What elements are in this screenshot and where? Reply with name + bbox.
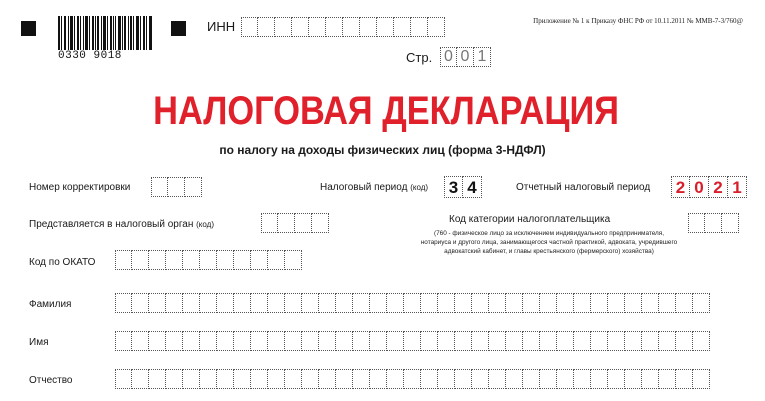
patronymic-cell[interactable] [387, 369, 404, 389]
patronymic-cell[interactable] [608, 369, 625, 389]
first-name-cell[interactable] [642, 331, 659, 351]
first-name-cell[interactable] [336, 331, 353, 351]
tax-authority-cell[interactable] [295, 213, 312, 233]
first-name-cells[interactable] [115, 331, 710, 351]
patronymic-cell[interactable] [472, 369, 489, 389]
tax-period-label-text: Налоговый период [320, 182, 408, 193]
patronymic-label: Отчество [29, 375, 73, 386]
okato-cell[interactable] [200, 250, 217, 270]
tax-authority-label [29, 219, 214, 230]
first-name-cell[interactable] [166, 331, 183, 351]
patronymic-cell[interactable] [166, 369, 183, 389]
patronymic-cell[interactable] [625, 369, 642, 389]
last-name-cell[interactable] [149, 293, 166, 313]
patronymic-cell[interactable] [217, 369, 234, 389]
last-name-cell[interactable] [659, 293, 676, 313]
last-name-cell[interactable] [506, 293, 523, 313]
last-name-cell[interactable] [183, 293, 200, 313]
last-name-cell[interactable] [489, 293, 506, 313]
patronymic-cell[interactable] [438, 369, 455, 389]
first-name-cell[interactable] [659, 331, 676, 351]
first-name-cell[interactable] [438, 331, 455, 351]
last-name-label: Фамилия [29, 299, 72, 310]
inn-cell[interactable] [309, 17, 326, 37]
patronymic-cell[interactable] [234, 369, 251, 389]
taxpayer-category-note-line: адвокатский кабинет, и главы крестьянского (фермерского) хозяйства) [444, 248, 654, 255]
first-name-cell[interactable] [591, 331, 608, 351]
first-name-cell[interactable] [472, 331, 489, 351]
last-name-cell[interactable] [404, 293, 421, 313]
page-digit: 0 [440, 47, 457, 67]
inn-cell[interactable] [377, 17, 394, 37]
first-name-cell[interactable] [149, 331, 166, 351]
last-name-cell[interactable] [387, 293, 404, 313]
barcode [58, 16, 152, 50]
patronymic-cells[interactable] [115, 369, 710, 389]
tax-period-digit[interactable]: 3 [444, 176, 463, 198]
first-name-cell[interactable] [421, 331, 438, 351]
first-name-cell[interactable] [557, 331, 574, 351]
correction-number-cell[interactable] [168, 177, 185, 197]
first-name-label: Имя [29, 337, 49, 348]
patronymic-cell[interactable] [183, 369, 200, 389]
tax-authority-cell[interactable] [312, 213, 329, 233]
last-name-cell[interactable] [302, 293, 319, 313]
tax-authority-code-suffix: (код) [196, 220, 214, 229]
first-name-cell[interactable] [625, 331, 642, 351]
patronymic-cell[interactable] [200, 369, 217, 389]
patronymic-cell[interactable] [353, 369, 370, 389]
tax-authority-cell[interactable] [261, 213, 278, 233]
last-name-cell[interactable] [523, 293, 540, 313]
first-name-cell[interactable] [540, 331, 557, 351]
taxpayer-category-cells[interactable] [688, 213, 739, 233]
last-name-cell[interactable] [285, 293, 302, 313]
last-name-cell[interactable] [115, 293, 132, 313]
last-name-cell[interactable] [200, 293, 217, 313]
patronymic-cell[interactable] [251, 369, 268, 389]
tax-authority-cells[interactable] [261, 213, 329, 233]
inn-cell[interactable] [241, 17, 258, 37]
barcode-number: 0330 9018 [58, 50, 122, 62]
reporting-year-digit[interactable]: 2 [671, 176, 690, 198]
patronymic-cell[interactable] [285, 369, 302, 389]
first-name-cell[interactable] [217, 331, 234, 351]
inn-cell[interactable] [258, 17, 275, 37]
first-name-cell[interactable] [370, 331, 387, 351]
taxpayer-category-cell[interactable] [705, 213, 722, 233]
last-name-cell[interactable] [217, 293, 234, 313]
inn-cell[interactable] [411, 17, 428, 37]
tax-period-cells[interactable] [444, 176, 482, 198]
okato-cell[interactable] [285, 250, 302, 270]
first-name-cell[interactable] [404, 331, 421, 351]
patronymic-cell[interactable] [336, 369, 353, 389]
first-name-cell[interactable] [268, 331, 285, 351]
last-name-cells[interactable] [115, 293, 710, 313]
patronymic-cell[interactable] [659, 369, 676, 389]
inn-cell[interactable] [326, 17, 343, 37]
patronymic-cell[interactable] [591, 369, 608, 389]
patronymic-cell[interactable] [523, 369, 540, 389]
patronymic-cell[interactable] [302, 369, 319, 389]
tax-period-code-suffix: (код) [410, 183, 429, 192]
first-name-cell[interactable] [251, 331, 268, 351]
inn-cell[interactable] [428, 17, 445, 37]
page-digit: 1 [474, 47, 491, 67]
last-name-cell[interactable] [455, 293, 472, 313]
last-name-cell[interactable] [132, 293, 149, 313]
last-name-cell[interactable] [336, 293, 353, 313]
patronymic-cell[interactable] [506, 369, 523, 389]
patronymic-cell[interactable] [132, 369, 149, 389]
last-name-cell[interactable] [251, 293, 268, 313]
page-title: НАЛОГОВАЯ ДЕКЛАРАЦИЯ [153, 89, 619, 133]
first-name-cell[interactable] [200, 331, 217, 351]
reporting-year-digit[interactable]: 1 [728, 176, 747, 198]
last-name-cell[interactable] [625, 293, 642, 313]
last-name-cell[interactable] [319, 293, 336, 313]
inn-cell[interactable] [292, 17, 309, 37]
taxpayer-category-note [398, 229, 700, 256]
first-name-cell[interactable] [285, 331, 302, 351]
patronymic-cell[interactable] [540, 369, 557, 389]
okato-cell[interactable] [234, 250, 251, 270]
inn-cell[interactable] [394, 17, 411, 37]
patronymic-cell[interactable] [676, 369, 693, 389]
last-name-cell[interactable] [166, 293, 183, 313]
first-name-cell[interactable] [234, 331, 251, 351]
first-name-cell[interactable] [608, 331, 625, 351]
last-name-cell[interactable] [591, 293, 608, 313]
reporting-year-cells[interactable] [671, 176, 747, 198]
patronymic-cell[interactable] [319, 369, 336, 389]
patronymic-cell[interactable] [115, 369, 132, 389]
patronymic-cell[interactable] [421, 369, 438, 389]
last-name-cell[interactable] [574, 293, 591, 313]
first-name-cell[interactable] [455, 331, 472, 351]
patronymic-cell[interactable] [455, 369, 472, 389]
reporting-year-digit[interactable]: 0 [690, 176, 709, 198]
patronymic-cell[interactable] [574, 369, 591, 389]
okato-cell[interactable] [183, 250, 200, 270]
last-name-cell[interactable] [642, 293, 659, 313]
okato-cell[interactable] [166, 250, 183, 270]
okato-cell[interactable] [251, 250, 268, 270]
page-subtitle: по налогу на доходы физических лиц (форма 3-НДФЛ) [219, 143, 546, 157]
last-name-cell[interactable] [438, 293, 455, 313]
first-name-cell[interactable] [115, 331, 132, 351]
first-name-cell[interactable] [574, 331, 591, 351]
first-name-cell[interactable] [489, 331, 506, 351]
first-name-cell[interactable] [183, 331, 200, 351]
last-name-cell[interactable] [472, 293, 489, 313]
okato-cells[interactable] [115, 250, 302, 270]
okato-cell[interactable] [115, 250, 132, 270]
okato-cell[interactable] [132, 250, 149, 270]
reporting-year-label: Отчетный налоговый период [516, 182, 651, 193]
taxpayer-category-note-line: (760 - физическое лицо за исключением индивидуального предпринимателя, [433, 230, 665, 237]
taxpayer-category-cell[interactable] [722, 213, 739, 233]
correction-number-cells[interactable] [151, 177, 202, 197]
last-name-cell[interactable] [557, 293, 574, 313]
patronymic-cell[interactable] [268, 369, 285, 389]
last-name-cell[interactable] [370, 293, 387, 313]
last-name-cell[interactable] [268, 293, 285, 313]
last-name-cell[interactable] [234, 293, 251, 313]
patronymic-cell[interactable] [642, 369, 659, 389]
reporting-year-digit[interactable]: 2 [709, 176, 728, 198]
page-number-cells [440, 47, 491, 67]
inn-label: ИНН [207, 19, 236, 34]
patronymic-cell[interactable] [693, 369, 710, 389]
last-name-cell[interactable] [608, 293, 625, 313]
correction-number-cell[interactable] [185, 177, 202, 197]
first-name-cell[interactable] [353, 331, 370, 351]
first-name-cell[interactable] [319, 331, 336, 351]
corner-marker-left [21, 21, 36, 36]
order-reference: Приложение № 1 к Приказу ФНС РФ от 10.11.2011 № ММВ-7-3/760@ [533, 17, 743, 25]
first-name-cell[interactable] [676, 331, 693, 351]
okato-cell[interactable] [149, 250, 166, 270]
taxpayer-category-note-line: нотариуса и другого лица, занимающегося частной практикой, адвоката, учредившего [420, 239, 678, 246]
patronymic-cell[interactable] [489, 369, 506, 389]
last-name-cell[interactable] [676, 293, 693, 313]
first-name-cell[interactable] [506, 331, 523, 351]
last-name-cell[interactable] [540, 293, 557, 313]
corner-marker-right [171, 21, 186, 36]
tax-authority-cell[interactable] [278, 213, 295, 233]
inn-cells[interactable] [241, 17, 445, 37]
tax-period-label [320, 182, 428, 193]
page-label: Стр. [406, 50, 433, 65]
okato-cell[interactable] [217, 250, 234, 270]
tax-period-digit[interactable]: 4 [463, 176, 482, 198]
first-name-cell[interactable] [387, 331, 404, 351]
patronymic-cell[interactable] [404, 369, 421, 389]
tax-authority-label-text: Представляется в налоговый орган [29, 219, 194, 230]
last-name-cell[interactable] [353, 293, 370, 313]
correction-number-cell[interactable] [151, 177, 168, 197]
patronymic-cell[interactable] [149, 369, 166, 389]
inn-cell[interactable] [360, 17, 377, 37]
taxpayer-category-label: Код категории налогоплательщика [449, 214, 611, 225]
page-digit: 0 [457, 47, 474, 67]
last-name-cell[interactable] [421, 293, 438, 313]
correction-number-label: Номер корректировки [29, 182, 131, 193]
patronymic-cell[interactable] [557, 369, 574, 389]
taxpayer-category-cell[interactable] [688, 213, 705, 233]
first-name-cell[interactable] [523, 331, 540, 351]
inn-cell[interactable] [275, 17, 292, 37]
first-name-cell[interactable] [302, 331, 319, 351]
okato-cell[interactable] [268, 250, 285, 270]
patronymic-cell[interactable] [370, 369, 387, 389]
first-name-cell[interactable] [693, 331, 710, 351]
okato-label: Код по ОКАТО [29, 257, 96, 268]
last-name-cell[interactable] [693, 293, 710, 313]
first-name-cell[interactable] [132, 331, 149, 351]
inn-cell[interactable] [343, 17, 360, 37]
